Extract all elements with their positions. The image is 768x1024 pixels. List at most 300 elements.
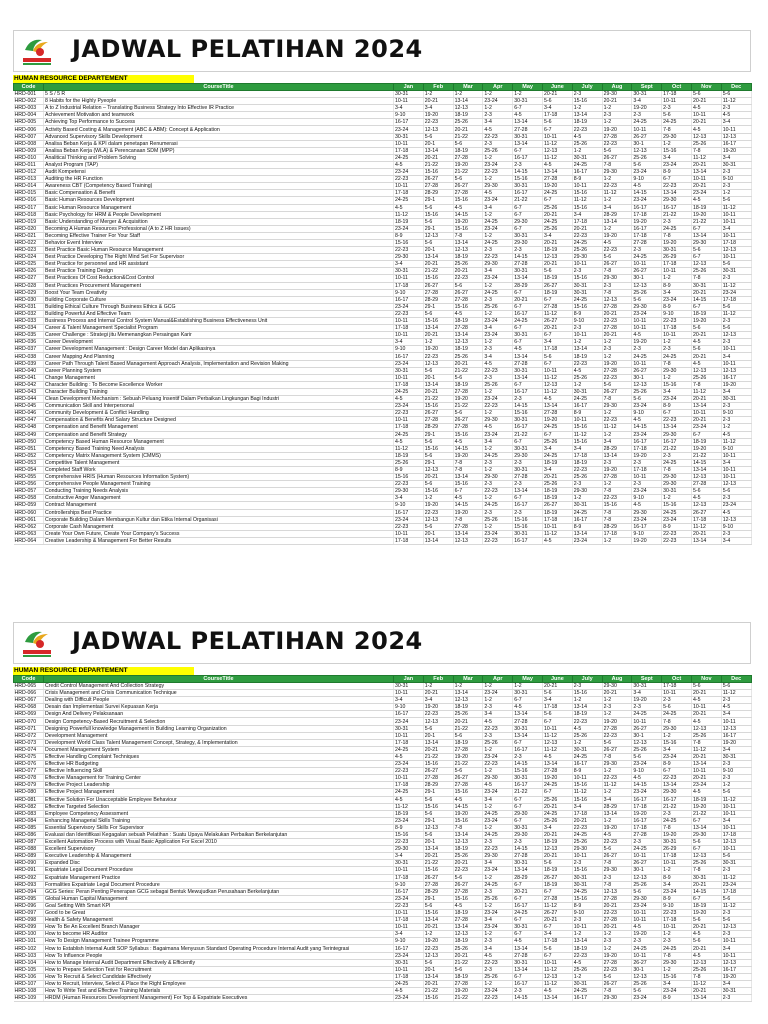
course-title: Becoming Effective Trainer For Your Staff bbox=[44, 232, 394, 239]
schedule-date-apr: 1-2 bbox=[483, 310, 513, 317]
schedule-date-june: 17-18 bbox=[542, 516, 572, 523]
schedule-date-june: 6-7 bbox=[542, 360, 572, 367]
schedule-date-nov: 13-14 bbox=[691, 403, 721, 410]
schedule-date-aug: 27-28 bbox=[602, 474, 632, 481]
table-row bbox=[14, 732, 752, 739]
schedule-date-july: 30-31 bbox=[572, 289, 602, 296]
course-code: HRD-067 bbox=[14, 697, 44, 704]
table-row bbox=[14, 438, 752, 445]
schedule-date-feb: 1-2 bbox=[423, 91, 453, 98]
schedule-date-dec: 2-3 bbox=[721, 403, 751, 410]
schedule-date-dec: 11-12 bbox=[721, 98, 751, 105]
schedule-date-may: 29-30 bbox=[513, 452, 543, 459]
schedule-date-may: 13-14 bbox=[513, 374, 543, 381]
schedule-date-feb: 15-16 bbox=[423, 169, 453, 176]
schedule-date-oct: 30-31 bbox=[662, 839, 692, 846]
schedule-date-june: 6-7 bbox=[542, 888, 572, 895]
schedule-date-oct: 23-24 bbox=[662, 161, 692, 168]
schedule-date-mar: 14-15 bbox=[453, 502, 483, 509]
schedule-date-apr: 1-2 bbox=[483, 803, 513, 810]
course-code: HRD-028 bbox=[14, 282, 44, 289]
schedule-date-may: 27-28 bbox=[513, 718, 543, 725]
course-title: Expatriate Legal Document Procedure bbox=[44, 867, 394, 874]
schedule-date-sept: 16-17 bbox=[632, 438, 662, 445]
schedule-date-mar: 15-16 bbox=[453, 431, 483, 438]
schedule-date-jan: 29-30 bbox=[394, 846, 424, 853]
course-title: Effective Handling Complaint Techniques bbox=[44, 753, 394, 760]
course-code: HRD-031 bbox=[14, 303, 44, 310]
schedule-date-oct: 26-29 bbox=[662, 254, 692, 261]
schedule-date-sept: 19-20 bbox=[632, 218, 662, 225]
schedule-date-sept: 30-31 bbox=[632, 91, 662, 98]
schedule-date-may: 27-28 bbox=[513, 261, 543, 268]
schedule-date-aug: 12-13 bbox=[602, 296, 632, 303]
schedule-date-dec: 23-24 bbox=[721, 502, 751, 509]
schedule-date-june: 13-14 bbox=[542, 761, 572, 768]
column-header-july: July bbox=[572, 676, 602, 683]
schedule-date-may: 30-31 bbox=[513, 924, 543, 931]
table-row bbox=[14, 353, 752, 360]
schedule-date-sept: 14-15 bbox=[632, 424, 662, 431]
schedule-date-june: 18-19 bbox=[542, 459, 572, 466]
schedule-date-apr: 29-30 bbox=[483, 183, 513, 190]
schedule-date-feb: 15-16 bbox=[423, 995, 453, 1002]
schedule-date-dec: 2-3 bbox=[721, 417, 751, 424]
course-title: How To Recruit & Select Candidate Effectively bbox=[44, 973, 394, 980]
schedule-date-july: 24-25 bbox=[572, 161, 602, 168]
table-row bbox=[14, 91, 752, 98]
course-title: Formalities Expatriate Legal Document Procedure bbox=[44, 881, 394, 888]
schedule-date-sept: 19-20 bbox=[632, 452, 662, 459]
schedule-date-june: 3-4 bbox=[542, 339, 572, 346]
column-header-apr: Apr bbox=[483, 84, 513, 91]
schedule-date-mar: 14-15 bbox=[453, 803, 483, 810]
schedule-date-aug: 20-21 bbox=[602, 310, 632, 317]
schedule-date-nov: 4-5 bbox=[691, 495, 721, 502]
schedule-date-june: 6-7 bbox=[542, 332, 572, 339]
schedule-date-feb: 5-6 bbox=[423, 796, 453, 803]
schedule-date-apr: 2-3 bbox=[483, 296, 513, 303]
schedule-date-oct: 2-3 bbox=[662, 452, 692, 459]
schedule-date-feb: 28-29 bbox=[423, 782, 453, 789]
course-title: Development World Class Talent Management Concept, Strategy, & Implementation bbox=[44, 739, 394, 746]
course-code: HRD-005 bbox=[14, 119, 44, 126]
course-code: HRD-042 bbox=[14, 381, 44, 388]
schedule-date-july: 24-25 bbox=[572, 988, 602, 995]
schedule-date-aug: 13-14 bbox=[602, 810, 632, 817]
course-code: HRD-017 bbox=[14, 204, 44, 211]
schedule-date-july: 2-3 bbox=[572, 91, 602, 98]
course-code: HRD-026 bbox=[14, 268, 44, 275]
schedule-date-oct: 24-25 bbox=[662, 353, 692, 360]
schedule-date-jan: 15-16 bbox=[394, 831, 424, 838]
schedule-date-mar: 27-28 bbox=[453, 888, 483, 895]
course-code: HRD-014 bbox=[14, 183, 44, 190]
schedule-date-mar: 14-15 bbox=[453, 445, 483, 452]
schedule-date-nov: 25-26 bbox=[691, 732, 721, 739]
schedule-date-aug: 20-21 bbox=[602, 924, 632, 931]
schedule-date-july: 3-4 bbox=[572, 445, 602, 452]
schedule-date-nov: 4-5 bbox=[691, 931, 721, 938]
schedule-date-apr: 1-2 bbox=[483, 683, 513, 690]
schedule-date-apr: 3-4 bbox=[483, 204, 513, 211]
schedule-date-dec: 30-31 bbox=[721, 161, 751, 168]
course-code: HRD-043 bbox=[14, 388, 44, 395]
table-row bbox=[14, 211, 752, 218]
course-title: Analitical Thinking and Problem Solving bbox=[44, 154, 394, 161]
course-code: HRD-082 bbox=[14, 803, 44, 810]
table-row bbox=[14, 810, 752, 817]
schedule-date-may: 14-15 bbox=[513, 846, 543, 853]
schedule-date-apr: 2-3 bbox=[483, 481, 513, 488]
schedule-date-jan: 16-17 bbox=[394, 119, 424, 126]
course-title: Competency Matrix Management System (CMMS) bbox=[44, 452, 394, 459]
schedule-date-sept: 24-25 bbox=[632, 711, 662, 718]
schedule-date-may: 30-31 bbox=[513, 367, 543, 374]
schedule-date-oct: 7-8 bbox=[662, 360, 692, 367]
schedule-date-jan: 23-24 bbox=[394, 360, 424, 367]
schedule-date-aug: 1-2 bbox=[602, 119, 632, 126]
schedule-date-feb: 12-13 bbox=[423, 952, 453, 959]
schedule-date-may: 6-7 bbox=[513, 211, 543, 218]
course-title: Evaluasi dan Identifikasi Kegagalan sebuah Pelatihan : Suatu Upaya Melakukan Perbaikan Berkelanjutan bbox=[44, 831, 394, 838]
schedule-date-jan: 16-17 bbox=[394, 296, 424, 303]
course-code: HRD-065 bbox=[14, 683, 44, 690]
schedule-date-sept: 16-17 bbox=[632, 817, 662, 824]
table-row bbox=[14, 782, 752, 789]
course-code: HRD-030 bbox=[14, 296, 44, 303]
schedule-date-oct: 24-25 bbox=[662, 945, 692, 952]
schedule-date-dec: 3-4 bbox=[721, 746, 751, 753]
schedule-date-july: 29-30 bbox=[572, 254, 602, 261]
schedule-date-sept: 2-3 bbox=[632, 704, 662, 711]
course-code: HRD-044 bbox=[14, 396, 44, 403]
schedule-date-may: 13-14 bbox=[513, 711, 543, 718]
schedule-date-mar: 21-22 bbox=[453, 959, 483, 966]
schedule-date-sept: 16-17 bbox=[632, 225, 662, 232]
schedule-date-mar: 20-21 bbox=[453, 126, 483, 133]
schedule-date-mar: 5-6 bbox=[453, 874, 483, 881]
schedule-date-aug: 26-27 bbox=[602, 154, 632, 161]
schedule-date-aug: 11-12 bbox=[602, 190, 632, 197]
course-code: HRD-025 bbox=[14, 261, 44, 268]
schedule-date-july: 30-31 bbox=[572, 746, 602, 753]
schedule-date-oct: 19-20 bbox=[662, 831, 692, 838]
column-header-may: May bbox=[513, 84, 543, 91]
schedule-date-may: 6-7 bbox=[513, 817, 543, 824]
schedule-date-apr: 23-24 bbox=[483, 431, 513, 438]
course-code: HRD-073 bbox=[14, 739, 44, 746]
schedule-date-apr: 25-26 bbox=[483, 973, 513, 980]
schedule-date-june: 6-7 bbox=[542, 924, 572, 931]
schedule-date-aug: 5-6 bbox=[602, 846, 632, 853]
schedule-date-july: 15-16 bbox=[572, 782, 602, 789]
schedule-date-jan: 22-23 bbox=[394, 902, 424, 909]
course-code: HRD-038 bbox=[14, 353, 44, 360]
table-row bbox=[14, 445, 752, 452]
schedule-date-oct: 13-14 bbox=[662, 424, 692, 431]
schedule-date-july: 13-14 bbox=[572, 704, 602, 711]
schedule-date-feb: 12-13 bbox=[423, 360, 453, 367]
schedule-date-june: 5-6 bbox=[542, 98, 572, 105]
schedule-date-nov: 27-28 bbox=[691, 481, 721, 488]
schedule-date-sept: 4-5 bbox=[632, 183, 662, 190]
schedule-date-jan: 10-11 bbox=[394, 140, 424, 147]
schedule-date-apr: 1-2 bbox=[483, 211, 513, 218]
schedule-date-sept: 10-11 bbox=[632, 718, 662, 725]
schedule-date-jan: 24-25 bbox=[394, 789, 424, 796]
schedule-date-feb: 20-21 bbox=[423, 690, 453, 697]
schedule-date-aug: 27-28 bbox=[602, 917, 632, 924]
schedule-date-jan: 25-26 bbox=[394, 459, 424, 466]
schedule-date-aug: 22-23 bbox=[602, 910, 632, 917]
course-title: Becoming A Human Resources Professional (A to Z HR Issues) bbox=[44, 225, 394, 232]
schedule-date-sept: 12-13 bbox=[632, 739, 662, 746]
schedule-date-aug: 27-28 bbox=[602, 133, 632, 140]
course-code: HRD-081 bbox=[14, 796, 44, 803]
schedule-date-june: 11-12 bbox=[542, 374, 572, 381]
schedule-date-feb: 5-6 bbox=[423, 902, 453, 909]
course-code: HRD-008 bbox=[14, 140, 44, 147]
schedule-date-june: 27-28 bbox=[542, 410, 572, 417]
schedule-date-aug: 20-21 bbox=[602, 98, 632, 105]
course-code: HRD-061 bbox=[14, 516, 44, 523]
schedule-date-mar: 12-13 bbox=[453, 839, 483, 846]
schedule-date-feb: 1-2 bbox=[423, 683, 453, 690]
course-code: HRD-066 bbox=[14, 690, 44, 697]
schedule-date-aug: 22-23 bbox=[602, 966, 632, 973]
schedule-date-nov: 10-11 bbox=[691, 176, 721, 183]
schedule-date-jan: 30-31 bbox=[394, 959, 424, 966]
schedule-date-sept: 16-17 bbox=[632, 523, 662, 530]
schedule-date-jan: 10-11 bbox=[394, 924, 424, 931]
schedule-date-dec: 19-20 bbox=[721, 147, 751, 154]
schedule-date-oct: 26-29 bbox=[662, 846, 692, 853]
schedule-date-sept: 10-11 bbox=[632, 917, 662, 924]
table-row bbox=[14, 746, 752, 753]
schedule-date-aug: 28-29 bbox=[602, 523, 632, 530]
schedule-date-feb: 27-28 bbox=[423, 183, 453, 190]
schedule-date-feb: 12-13 bbox=[423, 232, 453, 239]
column-header-july: July bbox=[572, 84, 602, 91]
schedule-date-aug: 1-2 bbox=[602, 481, 632, 488]
course-title: Compensation and Benefit Management bbox=[44, 424, 394, 431]
course-title: Excellent Supervisory bbox=[44, 846, 394, 853]
column-header-aug: Aug bbox=[602, 84, 632, 91]
course-code: HRD-094 bbox=[14, 888, 44, 895]
schedule-date-may: 28-29 bbox=[513, 874, 543, 881]
schedule-date-feb: 1-2 bbox=[423, 931, 453, 938]
schedule-date-oct: 24-25 bbox=[662, 459, 692, 466]
schedule-date-sept: 14-15 bbox=[632, 782, 662, 789]
schedule-date-dec: 2-3 bbox=[721, 530, 751, 537]
schedule-date-june: 18-19 bbox=[542, 289, 572, 296]
table-row bbox=[14, 403, 752, 410]
schedule-date-mar: 18-19 bbox=[453, 973, 483, 980]
schedule-date-jan: 22-23 bbox=[394, 310, 424, 317]
schedule-date-jan: 30-31 bbox=[394, 367, 424, 374]
schedule-date-mar: 22-23 bbox=[453, 275, 483, 282]
schedule-date-feb: 13-14 bbox=[423, 381, 453, 388]
schedule-date-sept: 24-25 bbox=[632, 254, 662, 261]
schedule-date-jan: 10-11 bbox=[394, 275, 424, 282]
schedule-date-aug: 22-23 bbox=[602, 140, 632, 147]
schedule-date-june: 25-26 bbox=[542, 481, 572, 488]
schedule-date-may: 6-7 bbox=[513, 289, 543, 296]
schedule-date-mar: 27-28 bbox=[453, 424, 483, 431]
schedule-date-nov: 20-21 bbox=[691, 332, 721, 339]
schedule-date-dec: 16-17 bbox=[721, 732, 751, 739]
schedule-date-apr: 3-4 bbox=[483, 438, 513, 445]
schedule-date-july: 15-16 bbox=[572, 438, 602, 445]
course-code: HRD-034 bbox=[14, 325, 44, 332]
schedule-date-jan: 9-10 bbox=[394, 502, 424, 509]
schedule-date-may: 14-15 bbox=[513, 761, 543, 768]
page-title: JADWAL PELATIHAN 2024 bbox=[72, 35, 423, 63]
schedule-date-apr: 2-3 bbox=[483, 839, 513, 846]
schedule-date-june: 6-7 bbox=[542, 952, 572, 959]
schedule-date-oct: 17-18 bbox=[662, 261, 692, 268]
schedule-date-dec: 5-6 bbox=[721, 917, 751, 924]
schedule-date-jan: 15-16 bbox=[394, 239, 424, 246]
course-title: Achieving Top Performance to Success bbox=[44, 119, 394, 126]
table-row bbox=[14, 888, 752, 895]
schedule-date-nov: 12-13 bbox=[691, 261, 721, 268]
schedule-date-apr: 25-26 bbox=[483, 147, 513, 154]
schedule-date-apr: 2-3 bbox=[483, 247, 513, 254]
schedule-date-nov: 18-19 bbox=[691, 438, 721, 445]
schedule-date-nov: 7-8 bbox=[691, 867, 721, 874]
schedule-date-feb: 20-1 bbox=[423, 374, 453, 381]
schedule-date-aug: 1-2 bbox=[602, 537, 632, 544]
schedule-date-nov: 5-6 bbox=[691, 488, 721, 495]
schedule-date-mar: 13-14 bbox=[453, 924, 483, 931]
schedule-date-jan: 23-24 bbox=[394, 761, 424, 768]
schedule-date-june: 20-21 bbox=[542, 325, 572, 332]
schedule-date-sept: 27-28 bbox=[632, 831, 662, 838]
schedule-date-nov: 11-12 bbox=[691, 388, 721, 395]
table-row bbox=[14, 817, 752, 824]
schedule-date-mar: 20-21 bbox=[453, 268, 483, 275]
column-header-jan: Jan bbox=[394, 676, 424, 683]
schedule-date-feb: 19-20 bbox=[423, 938, 453, 945]
schedule-date-oct: 8-9 bbox=[662, 169, 692, 176]
schedule-date-dec: 2-3 bbox=[721, 775, 751, 782]
schedule-date-mar: 14-15 bbox=[453, 211, 483, 218]
schedule-date-apr: 2-3 bbox=[483, 704, 513, 711]
table-row bbox=[14, 381, 752, 388]
schedule-date-june: 3-4 bbox=[542, 232, 572, 239]
schedule-date-nov: 19-20 bbox=[691, 445, 721, 452]
schedule-date-sept: 25-26 bbox=[632, 388, 662, 395]
schedule-date-june: 24-25 bbox=[542, 424, 572, 431]
column-header-oct: Oct bbox=[662, 676, 692, 683]
table-row bbox=[14, 197, 752, 204]
schedule-date-nov: 12-13 bbox=[691, 367, 721, 374]
schedule-date-jan: 16-17 bbox=[394, 509, 424, 516]
schedule-date-mar: 12-13 bbox=[453, 247, 483, 254]
schedule-date-dec: 10-11 bbox=[721, 824, 751, 831]
schedule-date-aug: 27-28 bbox=[602, 325, 632, 332]
schedule-date-mar: 19-20 bbox=[453, 753, 483, 760]
schedule-date-jan: 10-11 bbox=[394, 867, 424, 874]
schedule-date-dec: 2-3 bbox=[721, 275, 751, 282]
schedule-date-sept: 17-18 bbox=[632, 466, 662, 473]
schedule-date-may: 6-7 bbox=[513, 881, 543, 888]
schedule-date-nov: 4-5 bbox=[691, 718, 721, 725]
course-title: How to Prepare Selection Test for Recruitment bbox=[44, 966, 394, 973]
schedule-date-sept: 17-18 bbox=[632, 232, 662, 239]
schedule-date-jan: 22-23 bbox=[394, 523, 424, 530]
schedule-date-apr: 2-3 bbox=[483, 888, 513, 895]
schedule-date-jan: 3-4 bbox=[394, 495, 424, 502]
schedule-date-aug: 27-28 bbox=[602, 725, 632, 732]
schedule-date-june: 24-25 bbox=[542, 452, 572, 459]
schedule-date-aug: 5-6 bbox=[602, 254, 632, 261]
course-code: HRD-023 bbox=[14, 247, 44, 254]
schedule-date-feb: 15-16 bbox=[423, 445, 453, 452]
schedule-date-june: 5-6 bbox=[542, 268, 572, 275]
course-title: How to Recruit, Interview, Select & Place the Right Employee bbox=[44, 980, 394, 987]
schedule-date-feb: 12-13 bbox=[423, 824, 453, 831]
schedule-date-june: 5-6 bbox=[542, 711, 572, 718]
schedule-date-feb: 28-29 bbox=[423, 296, 453, 303]
schedule-date-july: 1-2 bbox=[572, 105, 602, 112]
schedule-date-june: 18-19 bbox=[542, 247, 572, 254]
course-title: Dealing with Difficult People bbox=[44, 697, 394, 704]
schedule-date-nov: 5-6 bbox=[691, 683, 721, 690]
schedule-date-oct: 24-25 bbox=[662, 817, 692, 824]
course-code: HRD-100 bbox=[14, 931, 44, 938]
course-code: HRD-056 bbox=[14, 481, 44, 488]
schedule-date-apr: 25-26 bbox=[483, 739, 513, 746]
schedule-date-feb: 27-28 bbox=[423, 289, 453, 296]
schedule-date-oct: 10-11 bbox=[662, 690, 692, 697]
schedule-date-jan: 23-24 bbox=[394, 895, 424, 902]
schedule-date-dec: 2-3 bbox=[721, 931, 751, 938]
schedule-date-mar: 21-22 bbox=[453, 169, 483, 176]
schedule-date-oct: 13-14 bbox=[662, 190, 692, 197]
schedule-date-oct: 8-9 bbox=[662, 282, 692, 289]
schedule-date-apr: 25-26 bbox=[483, 516, 513, 523]
schedule-date-may: 6-7 bbox=[513, 204, 543, 211]
schedule-date-aug: 4-5 bbox=[602, 831, 632, 838]
schedule-date-oct: 15-16 bbox=[662, 147, 692, 154]
table-row bbox=[14, 218, 752, 225]
schedule-date-may: 16-17 bbox=[513, 502, 543, 509]
schedule-date-nov: 21-22 bbox=[691, 452, 721, 459]
department-label: HUMAN RESOURCE DEPARTEMENT bbox=[13, 667, 194, 675]
schedule-date-aug: 1-2 bbox=[602, 697, 632, 704]
schedule-date-feb: 1-2 bbox=[423, 495, 453, 502]
schedule-date-oct: 29-30 bbox=[662, 959, 692, 966]
schedule-date-mar: 20-21 bbox=[453, 952, 483, 959]
schedule-date-may: 6-7 bbox=[513, 225, 543, 232]
schedule-date-aug: 19-20 bbox=[602, 718, 632, 725]
schedule-date-sept: 26-27 bbox=[632, 860, 662, 867]
schedule-date-aug: 19-20 bbox=[602, 360, 632, 367]
schedule-date-july: 8-9 bbox=[572, 523, 602, 530]
schedule-date-jan: 17-18 bbox=[394, 537, 424, 544]
course-code: HRD-020 bbox=[14, 225, 44, 232]
schedule-date-may: 27-28 bbox=[513, 474, 543, 481]
schedule-date-july: 18-19 bbox=[572, 119, 602, 126]
schedule-date-june: 20-21 bbox=[542, 261, 572, 268]
table-row bbox=[14, 367, 752, 374]
schedule-date-june: 20-21 bbox=[542, 831, 572, 838]
schedule-date-dec: 9-10 bbox=[721, 523, 751, 530]
schedule-date-dec: 3-4 bbox=[721, 388, 751, 395]
